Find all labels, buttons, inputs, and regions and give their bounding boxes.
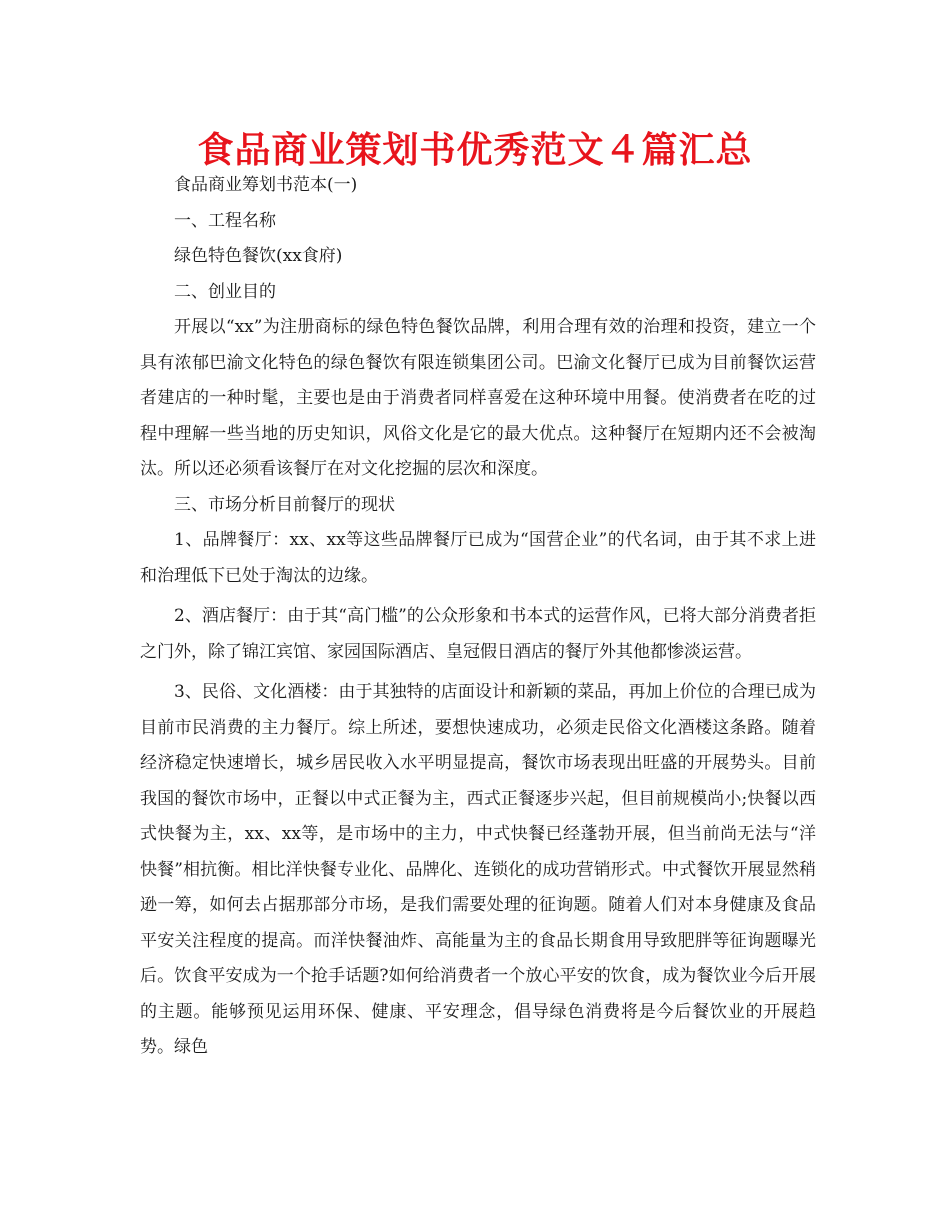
paragraph-market-heading: 三、市场分析目前餐厅的现状 (174, 494, 395, 515)
paragraph-project-name: 绿色特色餐饮(xx食府) (174, 246, 343, 266)
paragraph-brand-restaurants: 1、品牌餐厅：xx、xx等这些品牌餐厅已成为“国营企业”的代名词，由于其不求上进和治理低下已处于淘汰的边缘。 (140, 530, 816, 586)
paragraph-purpose-heading: 二、创业目的 (174, 281, 276, 302)
paragraph-project-name-heading: 一、工程名称 (174, 210, 276, 231)
paragraph-purpose-body: 开展以“xx”为注册商标的绿色特色餐饮品牌，利用合理有效的治理和投资，建立一个具有浓郁巴渝文化特色的绿色餐饮有限连锁集团公司。巴渝文化餐厅已成为目前餐饮运营者建店的一种时髦，主要也是由于消费者同样喜爱在这种环境中用餐。使消费者在吃的过程中理解一些当地的历史知识，风俗文化是它的最大优点。这种餐厅在短期内还不会被淘汰。所以还必须看该餐厅在对文化挖掘的层次和深度。 (140, 317, 816, 479)
document-title: 食品商业策划书优秀范文４篇汇总 (197, 130, 753, 171)
paragraph-folk-restaurants: 3、民俗、文化酒楼：由于其独特的店面设计和新颖的菜品，再加上价位的合理已成为目前市民消费的主力餐厅。综上所述，要想快速成功，必须走民俗文化酒楼这条路。随着经济稳定快速增长，城乡居民收入水平明显提高，餐饮市场表现出旺盛的开展势头。目前我国的餐饮市场中，正餐以中式正餐为主，西式正餐逐步兴起，但目前规模尚小;快餐以西式快餐为主，xx、xx等，是市场中的主力，中式快餐已经蓬勃开展，但当前尚无法与“洋快餐”相抗衡。相比洋快餐专业化、品牌化、连锁化的成功营销形式。中式餐饮开展显然稍逊一筹，如何去占据那部分市场，是我们需要处理的征询题。随着人们对本身健康及食品平安关注程度的提高。而洋快餐油炸、高能量为主的食品长期食用导致肥胖等征询题曝光后。饮食平安成为一个抢手话题?如何给消费者一个放心平安的饮食，成为餐饮业今后开展的主题。能够预见运用环保、健康、平安理念，倡导绿色消费将是今后餐饮业的开展趋势。绿色 (140, 682, 816, 1057)
paragraph-hotel-restaurants: 2、酒店餐厅：由于其“高门槛”的公众形象和书本式的运营作风，已将大部分消费者拒之门外，除了锦江宾馆、家园国际酒店、皇冠假日酒店的餐厅外其他都惨淡运营。 (140, 606, 816, 662)
document-body (140, 168, 816, 1066)
paragraph-section-heading: 食品商业筹划书范本(一) (174, 175, 358, 195)
